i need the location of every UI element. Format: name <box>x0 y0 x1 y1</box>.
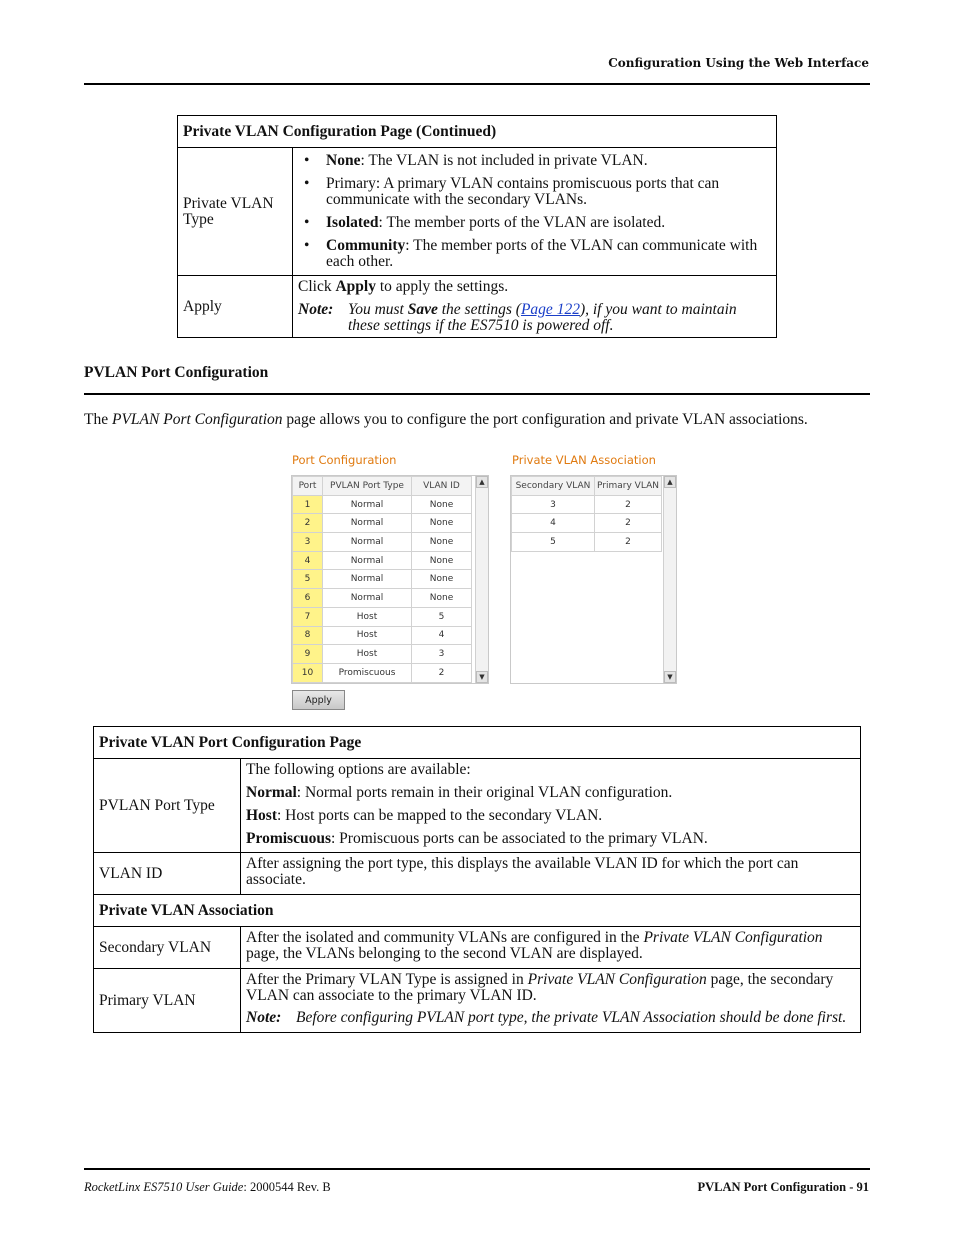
vlan-association-title: Private VLAN Association <box>512 453 656 467</box>
vlan-id-cell[interactable]: None <box>412 551 472 570</box>
port-row[interactable] <box>293 514 472 533</box>
apply-description: Click Apply to apply the settings. Note: You must Save the settings (Page 122), if you want to maintain these settings if the ES7510 is powered off. <box>293 276 777 338</box>
list-item: • Community: The member ports of the VLAN can communicate with each other. <box>298 238 771 270</box>
footer-page-label: PVLAN Port Configuration - 91 <box>697 1180 869 1194</box>
vlan-id-cell[interactable]: 3 <box>412 645 472 664</box>
header-rule <box>84 83 870 85</box>
scroll-down-icon[interactable]: ▼ <box>476 671 488 683</box>
port-type-cell[interactable]: Normal <box>323 551 412 570</box>
list-item: • Isolated: The member ports of the VLAN are isolated. <box>298 215 771 231</box>
vlan-id-cell[interactable]: None <box>412 589 472 608</box>
vlan-id-cell[interactable]: 4 <box>412 626 472 645</box>
column-header: Primary VLAN <box>595 477 662 496</box>
vlan-id-cell[interactable]: None <box>412 495 472 514</box>
vlan-id-cell[interactable]: None <box>412 514 472 533</box>
port-type-cell[interactable]: Promiscuous <box>323 663 412 682</box>
pvlan-port-config-table <box>93 726 861 1033</box>
secondary-vlan-cell[interactable]: 5 <box>512 533 595 552</box>
port-row[interactable] <box>293 551 472 570</box>
port-type-cell[interactable]: Host <box>323 607 412 626</box>
port-row[interactable] <box>293 626 472 645</box>
port-cell: 6 <box>293 589 323 608</box>
option-normal: Normal: Normal ports remain in their original VLAN configuration. <box>246 784 673 801</box>
port-cell: 8 <box>293 626 323 645</box>
primary-vlan-cell[interactable]: 2 <box>595 514 662 533</box>
port-cell: 3 <box>293 533 323 552</box>
port-cell: 1 <box>293 495 323 514</box>
sub-heading: Private VLAN Association <box>94 895 861 927</box>
port-config-grid <box>291 475 489 684</box>
port-row[interactable] <box>293 589 472 608</box>
page-link[interactable]: Page 122 <box>520 301 580 318</box>
port-cell: 7 <box>293 607 323 626</box>
port-type-cell[interactable]: Normal <box>323 533 412 552</box>
row-label-vlan-id: VLAN ID <box>94 853 241 895</box>
port-type-cell[interactable]: Normal <box>323 514 412 533</box>
note: Note: Before configuring PVLAN port type, the private VLAN Association should be done first. <box>246 1009 847 1026</box>
vlan-id-cell[interactable]: None <box>412 533 472 552</box>
port-row[interactable] <box>293 607 472 626</box>
port-type-cell[interactable]: Normal <box>323 495 412 514</box>
footer-rule <box>84 1168 870 1170</box>
vlan-id-cell[interactable]: None <box>412 570 472 589</box>
list-item: • None: The VLAN is not included in private VLAN. <box>298 153 771 169</box>
private-vlan-config-table <box>177 115 777 338</box>
secondary-vlan-cell[interactable]: 4 <box>512 514 595 533</box>
running-header: Configuration Using the Web Interface <box>608 56 869 70</box>
secondary-vlan-description: After the isolated and community VLANs are configured in the Private VLAN Configuration page, the VLANs belonging to the second VLAN are displayed. <box>241 927 861 969</box>
intro-paragraph: The PVLAN Port Configuration page allows you to configure the port configuration and private VLAN associations. <box>84 411 808 428</box>
footer-document-title: RocketLinx ES7510 User Guide: 2000544 Rev. B <box>84 1180 331 1194</box>
port-cell: 4 <box>293 551 323 570</box>
column-header: Port <box>293 477 323 496</box>
port-cell: 5 <box>293 570 323 589</box>
primary-vlan-description: After the Primary VLAN Type is assigned in Private VLAN Configuration page, the secondary VLAN can associate to the primary VLAN ID. Note: Before configuring PVLAN port type, the private VLAN Association should be done first. <box>241 969 861 1033</box>
secondary-vlan-cell[interactable]: 3 <box>512 495 595 514</box>
section-title: PVLAN Port Configuration <box>84 364 269 381</box>
port-row[interactable] <box>293 663 472 682</box>
port-row[interactable] <box>293 645 472 664</box>
primary-vlan-cell[interactable]: 2 <box>595 533 662 552</box>
port-cell: 9 <box>293 645 323 664</box>
port-cell: 2 <box>293 514 323 533</box>
port-grid-scrollbar[interactable] <box>475 476 488 683</box>
table-heading: Private VLAN Configuration Page (Continued) <box>178 116 777 148</box>
column-header: Secondary VLAN <box>512 477 595 496</box>
section-rule <box>84 393 870 395</box>
option-promiscuous: Promiscuous: Promiscuous ports can be associated to the primary VLAN. <box>246 830 708 847</box>
private-vlan-type-options <box>293 148 777 276</box>
scroll-down-icon[interactable]: ▼ <box>664 671 676 683</box>
apply-button[interactable]: Apply <box>292 690 345 710</box>
port-config-title: Port Configuration <box>292 453 397 467</box>
association-row[interactable] <box>512 495 662 514</box>
vlan-association-grid <box>510 475 677 684</box>
port-row[interactable] <box>293 570 472 589</box>
port-type-cell[interactable]: Host <box>323 626 412 645</box>
table-heading: Private VLAN Port Configuration Page <box>94 727 861 759</box>
scroll-up-icon[interactable]: ▲ <box>476 476 488 488</box>
vlan-id-cell[interactable]: 5 <box>412 607 472 626</box>
column-header: VLAN ID <box>412 477 472 496</box>
option-host: Host: Host ports can be mapped to the secondary VLAN. <box>246 807 603 824</box>
row-label-private-vlan-type: Private VLAN Type <box>178 148 293 276</box>
row-label-pvlan-port-type: PVLAN Port Type <box>94 759 241 853</box>
vlan-id-cell[interactable]: 2 <box>412 663 472 682</box>
note: Note: You must Save the settings (Page 122), if you want to maintain these settings if the ES7510 is powered off. <box>298 301 737 334</box>
vlan-id-description: After assigning the port type, this displays the available VLAN ID for which the port can associate. <box>241 853 861 895</box>
port-row[interactable] <box>293 533 472 552</box>
port-type-cell[interactable]: Normal <box>323 589 412 608</box>
port-type-cell[interactable]: Normal <box>323 570 412 589</box>
row-label-apply: Apply <box>178 276 293 338</box>
row-label-primary-vlan: Primary VLAN <box>94 969 241 1033</box>
association-row[interactable] <box>512 514 662 533</box>
scroll-up-icon[interactable]: ▲ <box>664 476 676 488</box>
list-item: • Primary: A primary VLAN contains promiscuous ports that can communicate with the secondary VLANs. <box>298 176 771 208</box>
port-cell: 10 <box>293 663 323 682</box>
pvlan-port-type-description: The following options are available: Normal: Normal ports remain in their original VLAN configuration. Host: Host ports can be mapped to the secondary VLAN. Promiscuous: Promiscuous ports can be associated to the primary VLAN. <box>241 759 861 853</box>
port-row[interactable] <box>293 495 472 514</box>
column-header: PVLAN Port Type <box>323 477 412 496</box>
primary-vlan-cell[interactable]: 2 <box>595 495 662 514</box>
port-type-cell[interactable]: Host <box>323 645 412 664</box>
vlan-association-table <box>511 476 662 552</box>
association-row[interactable] <box>512 533 662 552</box>
association-grid-scrollbar[interactable] <box>663 476 676 683</box>
row-label-secondary-vlan: Secondary VLAN <box>94 927 241 969</box>
port-config-table <box>292 476 472 683</box>
